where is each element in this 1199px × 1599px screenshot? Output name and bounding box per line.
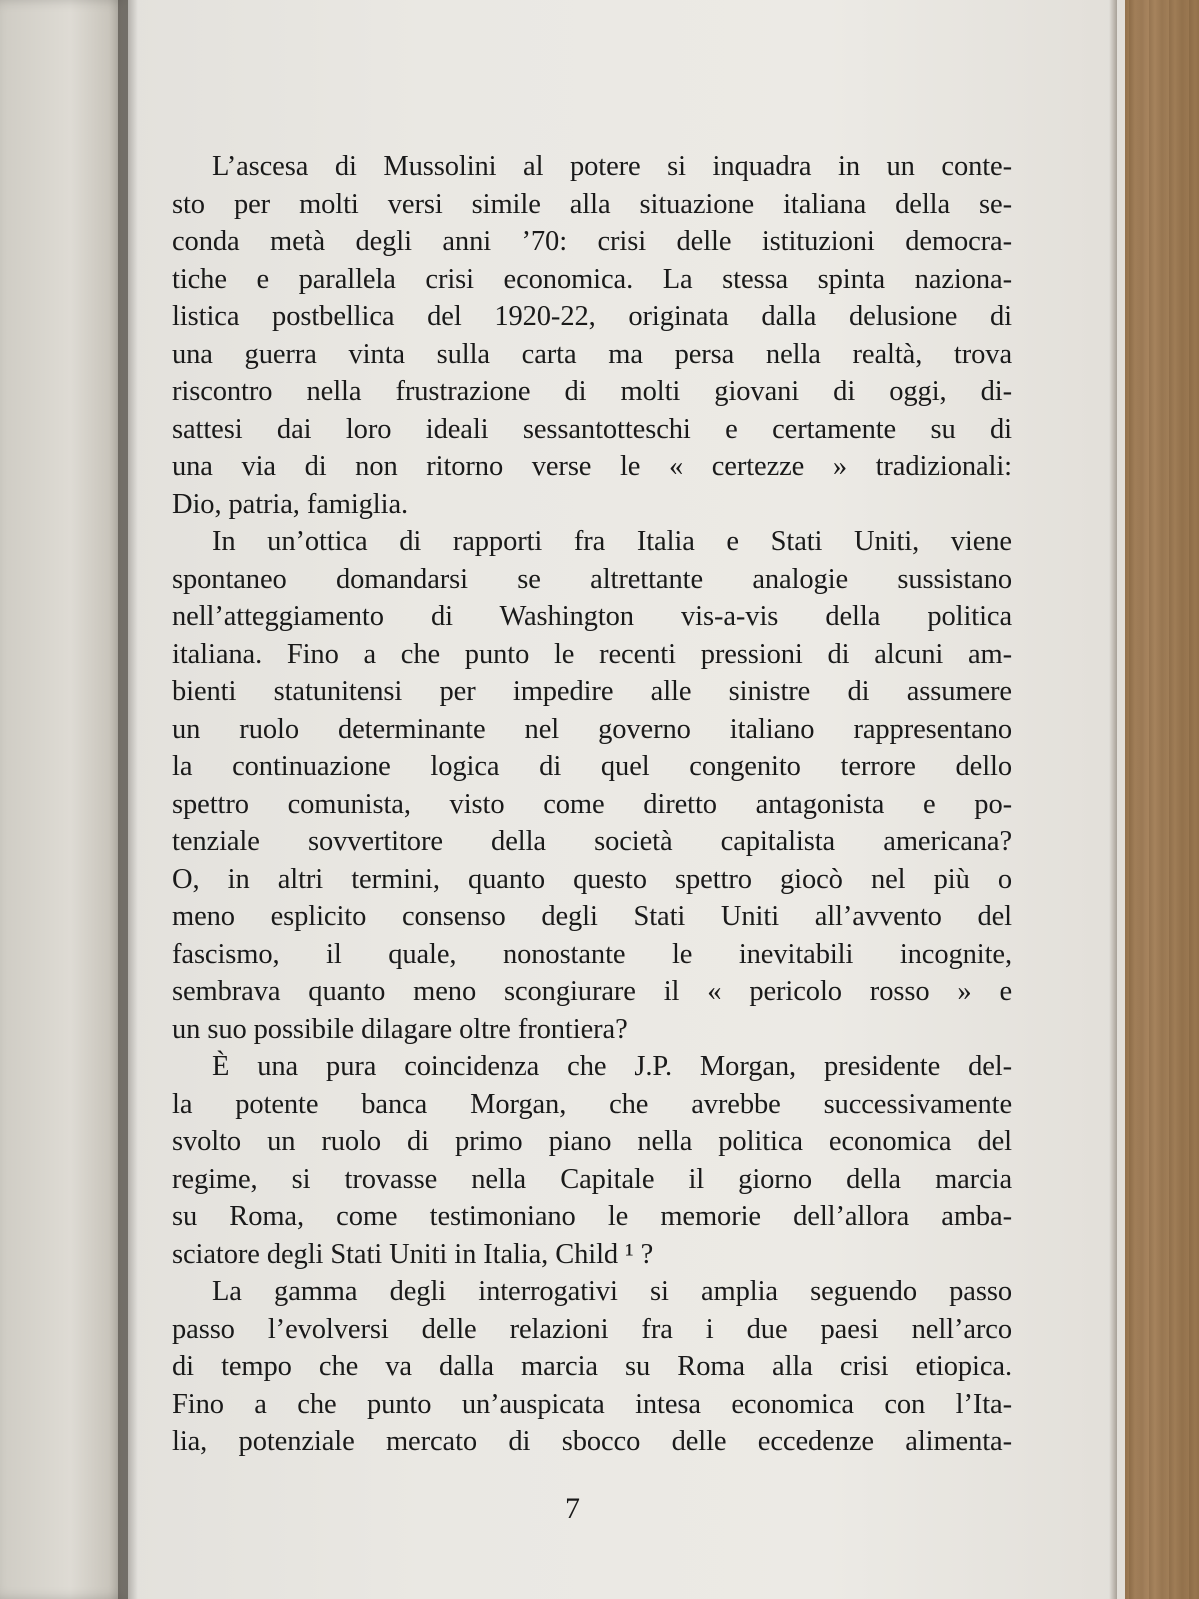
text-line: riscontro nella frustrazione di molti giovani di oggi, di- — [172, 376, 1012, 407]
text-line: Dio, patria, famiglia. — [172, 488, 409, 520]
text-line: In un’ottica di rapporti fra Italia e Stati Uniti, viene — [212, 526, 1012, 557]
text-line: di tempo che va dalla marcia su Roma alla crisi etiopica. — [172, 1351, 1012, 1382]
text-line: meno esplicito consenso degli Stati Uniti all’avvento del — [172, 901, 1012, 932]
text-line: un suo possibile dilagare oltre frontiera? — [172, 1013, 628, 1045]
text-line: La gamma degli interrogativi si amplia seguendo passo — [212, 1276, 1012, 1307]
text-line: sembrava quanto meno scongiurare il « pericolo rosso » e — [172, 976, 1012, 1007]
left-page-edge — [0, 0, 128, 1599]
text-line: passo l’evolversi delle relazioni fra i due paesi nell’arco — [172, 1313, 1012, 1345]
text-line: una via di non ritorno verse le « certezze » tradizionali: — [172, 451, 1012, 482]
text-line: sto per molti versi simile alla situazione italiana della se- — [172, 188, 1012, 220]
text-line: regime, si trovasse nella Capitale il giorno della marcia — [172, 1163, 1012, 1195]
text-line: nell’atteggiamento di Washington vis-a-vis della politica — [172, 601, 1012, 632]
page-right-edge-shadow — [1109, 0, 1117, 1599]
text-line: lia, potenziale mercato di sbocco delle eccedenze alimenta- — [172, 1426, 1012, 1457]
text-line: fascismo, il quale, nonostante le inevitabili incognite, — [172, 938, 1012, 970]
text-line: una guerra vinta sulla carta ma persa nella realtà, trova — [172, 338, 1012, 370]
text-line: O, in altri termini, quanto questo spettro giocò nel più o — [172, 863, 1012, 895]
text-line: sciatore degli Stati Uniti in Italia, Child ¹ ? — [172, 1238, 654, 1270]
text-line: italiana. Fino a che punto le recenti pressioni di alcuni am- — [172, 638, 1012, 670]
text-line: sattesi dai loro ideali sessantotteschi e certamente su di — [172, 413, 1012, 445]
gutter-shadow — [118, 0, 138, 1599]
text-line: conda metà degli anni ’70: crisi delle istituzioni democra- — [172, 226, 1012, 257]
text-line: Fino a che punto un’auspicata intesa economica con l’Ita- — [172, 1388, 1012, 1420]
text-line: L’ascesa di Mussolini al potere si inquadra in un conte- — [212, 151, 1012, 182]
text-line: svolto un ruolo di primo piano nella politica economica del — [172, 1126, 1012, 1157]
text-line: la potente banca Morgan, che avrebbe successivamente — [172, 1088, 1012, 1120]
page-number: 7 — [565, 1492, 580, 1525]
text-line: spontaneo domandarsi se altrettante analogie sussistano — [172, 563, 1012, 595]
text-line: È una pura coincidenza che J.P. Morgan, presidente del- — [212, 1051, 1012, 1082]
text-line: listica postbellica del 1920-22, originata dalla delusione di — [172, 301, 1012, 332]
body-text — [172, 148, 1012, 1461]
text-line: la continuazione logica di quel congenito terrore dello — [172, 751, 1012, 782]
text-line: su Roma, come testimoniano le memorie dell’allora amba- — [172, 1201, 1012, 1232]
text-line: bienti statunitensi per impedire alle sinistre di assumere — [172, 676, 1012, 707]
text-line: tenziale sovvertitore della società capitalista americana? — [172, 826, 1012, 857]
text-line: spettro comunista, visto come diretto antagonista e po- — [172, 788, 1012, 820]
text-line: un ruolo determinante nel governo italiano rappresentano — [172, 713, 1012, 745]
text-line: tiche e parallela crisi economica. La stessa spinta naziona- — [172, 263, 1012, 295]
